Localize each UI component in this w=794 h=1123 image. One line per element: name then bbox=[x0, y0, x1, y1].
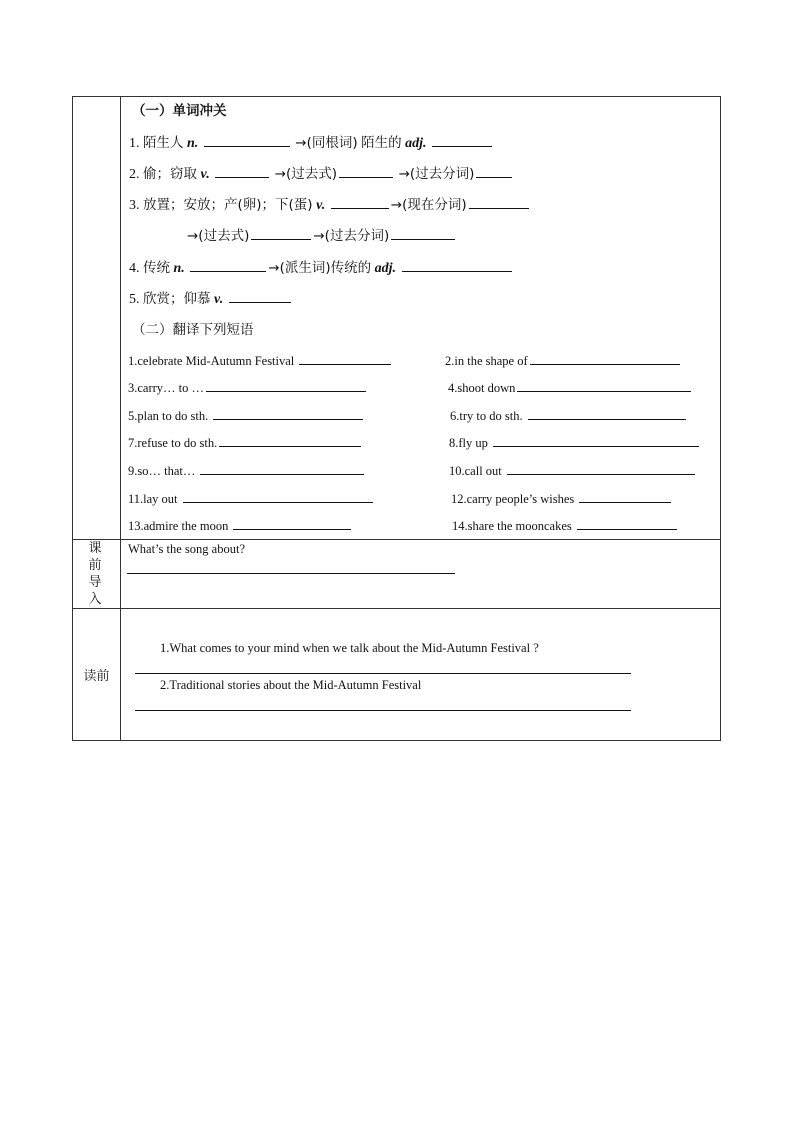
phrase-item: 11.lay out bbox=[128, 488, 375, 507]
blank[interactable] bbox=[469, 194, 529, 209]
vocab-row bbox=[73, 97, 721, 540]
blank[interactable] bbox=[183, 488, 373, 503]
vocab-line-2: 2. 偷；窃取 v. →(过去式) →(过去分词) bbox=[129, 162, 514, 183]
phrase-item: 2.in the shape of bbox=[445, 350, 682, 369]
phrase-item: 3.carry… to … bbox=[128, 377, 368, 396]
blank[interactable] bbox=[299, 350, 391, 365]
phrase-item: 10.call out bbox=[449, 460, 697, 479]
phrase-item: 4.shoot down bbox=[448, 377, 693, 396]
phrase-item: 6.try to do sth. bbox=[450, 405, 688, 424]
blank[interactable] bbox=[331, 194, 389, 209]
blank[interactable] bbox=[528, 405, 686, 420]
pre-reading-label: 读前 bbox=[73, 609, 121, 741]
vocab-line-4: 4. 传统 n. →(派生词)传统的 adj. bbox=[129, 256, 514, 277]
blank[interactable] bbox=[391, 225, 455, 240]
blank[interactable] bbox=[219, 432, 361, 447]
vocab-title: （一）单词冲关 bbox=[132, 103, 227, 119]
answer-line[interactable] bbox=[127, 573, 455, 574]
phrase-item: 5.plan to do sth. bbox=[128, 405, 365, 424]
phrase-item: 9.so… that… bbox=[128, 460, 366, 479]
blank[interactable] bbox=[190, 257, 266, 272]
pre-reading-q1: 1.What comes to your mind when we talk about the Mid-Autumn Festival ? bbox=[160, 641, 539, 655]
blank[interactable] bbox=[402, 257, 512, 272]
phrase-item: 7.refuse to do sth. bbox=[128, 432, 363, 451]
pre-reading-q2: 2.Traditional stories about the Mid-Autumn Festival bbox=[160, 678, 422, 692]
worksheet-table bbox=[72, 96, 721, 741]
vocab-line-1: 1. 陌生人 n. →(同根词) 陌生的 adj. bbox=[129, 131, 494, 152]
pre-reading-row bbox=[73, 609, 721, 741]
blank[interactable] bbox=[233, 515, 351, 530]
blank[interactable] bbox=[251, 225, 311, 240]
answer-line[interactable] bbox=[135, 673, 631, 674]
phrase-item: 8.fly up bbox=[449, 432, 701, 451]
blank[interactable] bbox=[206, 377, 366, 392]
answer-line[interactable] bbox=[135, 710, 631, 711]
blank[interactable] bbox=[530, 350, 680, 365]
phrase-item: 12.carry people’s wishes bbox=[451, 488, 673, 507]
phrase-item: 13.admire the moon bbox=[128, 515, 353, 534]
phrase-item: 14.share the mooncakes bbox=[452, 515, 679, 534]
pre-class-row bbox=[73, 540, 721, 609]
blank[interactable] bbox=[517, 377, 691, 392]
blank[interactable] bbox=[493, 432, 699, 447]
pre-class-label: 课 前 导入 bbox=[73, 540, 121, 609]
blank[interactable] bbox=[579, 488, 671, 503]
vocab-line-3: 3. 放置；安放；产(卵)；下(蛋) v. →(现在分词) bbox=[129, 193, 531, 214]
pre-class-content-cell bbox=[121, 540, 721, 609]
blank[interactable] bbox=[215, 163, 269, 178]
pre-reading-content-cell bbox=[121, 609, 721, 741]
vocab-line-5: 5. 欣赏；仰慕 v. bbox=[129, 287, 293, 308]
blank[interactable] bbox=[213, 405, 363, 420]
vocab-line-3b: →(过去式) →(过去分词) bbox=[187, 224, 457, 245]
blank[interactable] bbox=[339, 163, 393, 178]
vocab-side-cell bbox=[73, 97, 121, 540]
blank[interactable] bbox=[507, 460, 695, 475]
phrase-item: 1.celebrate Mid-Autumn Festival bbox=[128, 350, 393, 369]
blank[interactable] bbox=[200, 460, 364, 475]
blank[interactable] bbox=[204, 132, 290, 147]
blank[interactable] bbox=[229, 288, 291, 303]
blank[interactable] bbox=[432, 132, 492, 147]
phrases-title: （二）翻译下列短语 bbox=[132, 322, 254, 338]
pre-class-question: What’s the song about? bbox=[128, 542, 245, 556]
blank[interactable] bbox=[577, 515, 677, 530]
blank[interactable] bbox=[476, 163, 512, 178]
vocab-content-cell bbox=[121, 97, 721, 540]
